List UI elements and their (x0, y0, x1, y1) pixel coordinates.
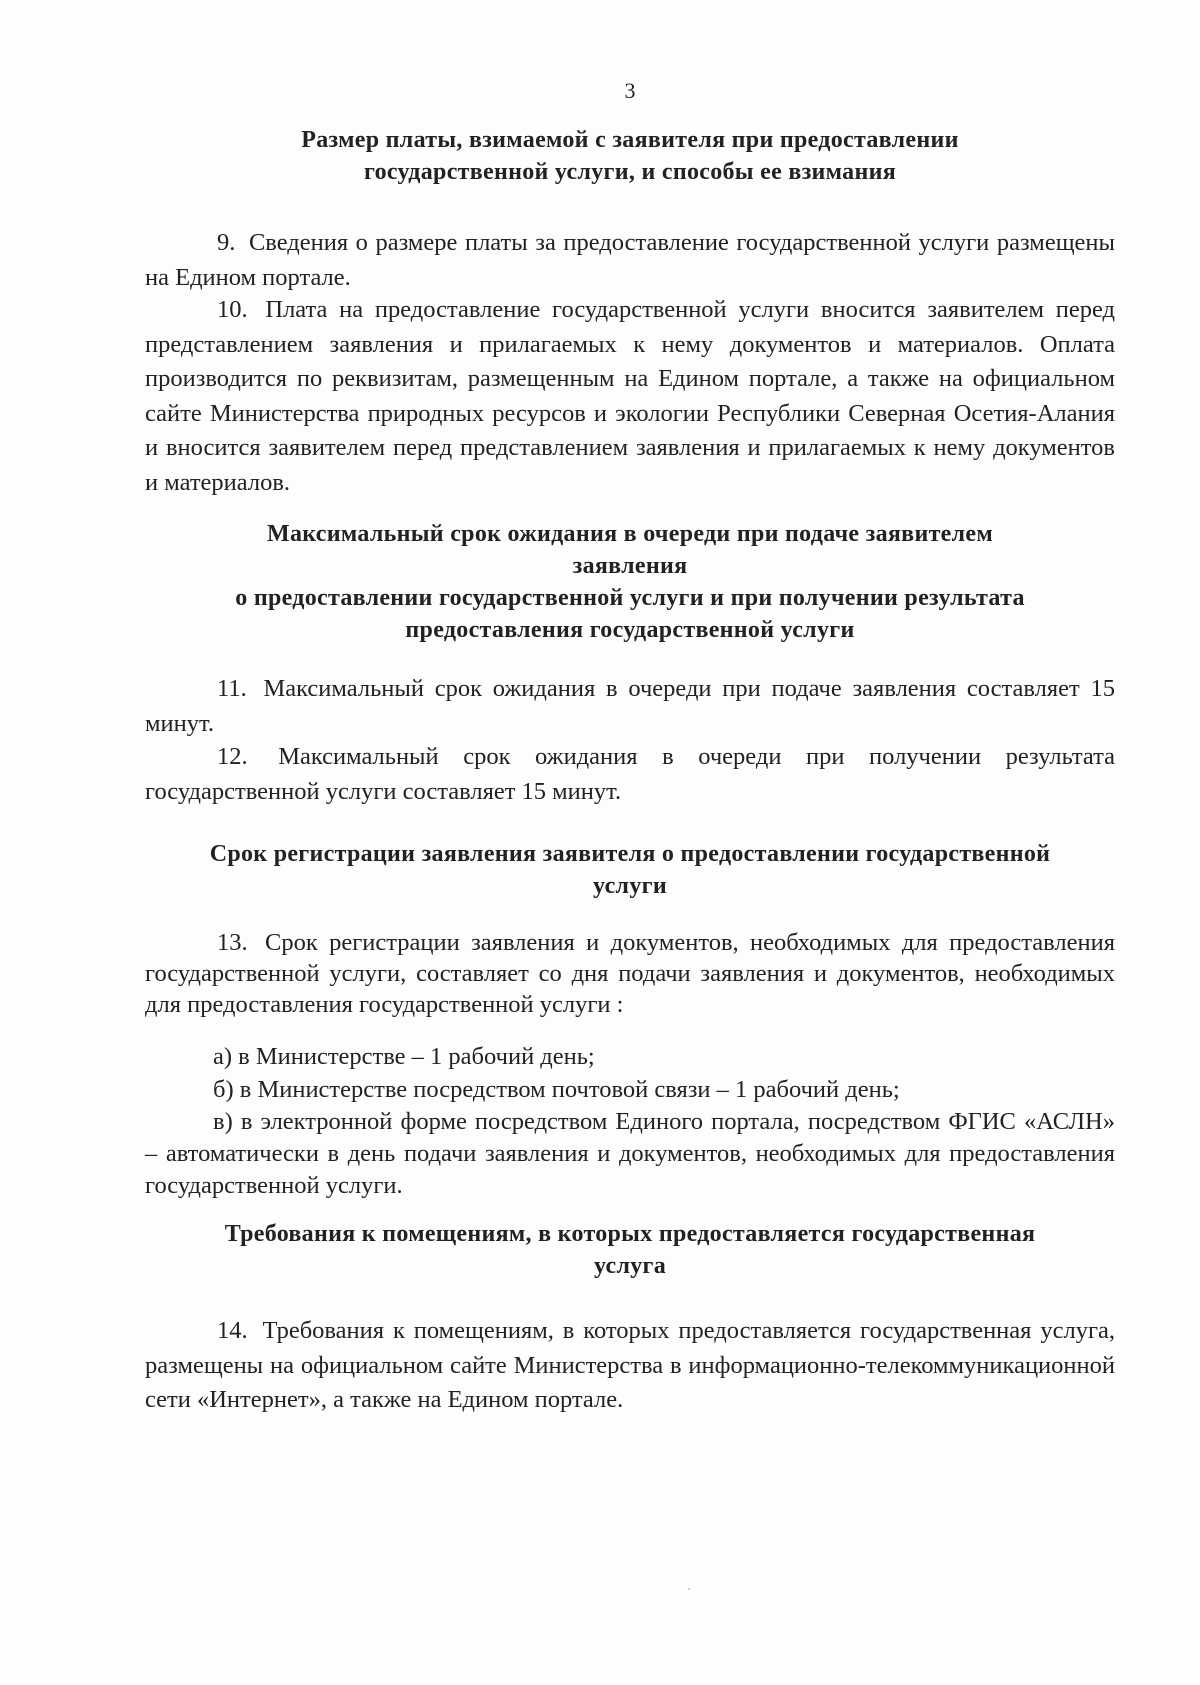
paragraph-number: 10. (217, 296, 248, 323)
page-number: 3 (624, 78, 636, 103)
list-item-c (145, 1106, 1115, 1202)
paragraph-11 (145, 672, 1115, 741)
heading-line: Максимальный срок ожидания в очереди при подаче заявителем (267, 521, 993, 547)
list-item-text: б) в Министерстве посредством почтовой связи – 1 рабочий день; (213, 1076, 900, 1103)
heading-line: Размер платы, взимаемой с заявителя при предоставлении (301, 127, 959, 153)
section-heading-registration (140, 838, 1120, 902)
paragraph-text: Сведения о размере платы за предоставление государственной услуги размещены на Едином портале. (145, 229, 1116, 291)
paragraph-number: 12. (217, 743, 248, 770)
heading-line: Срок регистрации заявления заявителя о предоставлении государственной (209, 841, 1051, 867)
paragraph-text: Максимальный срок ожидания в очереди при получении результата государственной услуги составляет 15 минут. (145, 743, 1115, 805)
section-heading-queue (140, 518, 1120, 646)
paragraph-13 (145, 927, 1115, 1020)
heading-line: государственной услуги, и способы ее взимания (363, 159, 897, 185)
paragraph-text: Максимальный срок ожидания в очереди при подаче заявления составляет 15 минут. (145, 675, 1115, 737)
heading-line: услуга (593, 1253, 667, 1279)
paragraph-14 (145, 1314, 1115, 1418)
paragraph-text: Требования к помещениям, в которых предоставляется государственная услуга, размещены на официальном сайте Министерства в информационно-телекоммуникационной сети «Интернет», а также на Едином портале. (145, 1317, 1115, 1413)
paragraph-12 (145, 740, 1115, 809)
paragraph-9 (145, 226, 1115, 295)
paragraph-number: 11. (217, 675, 247, 702)
heading-line: услуги (593, 873, 667, 899)
paragraph-text: Срок регистрации заявления и документов, необходимых для предоставления государственной услуги, составляет со дня подачи заявления и документов, необходимых для предоставления государственной услуги : (145, 929, 1115, 1018)
paragraph-text: Плата на предоставление государственной услуги вносится заявителем перед представлением заявления и прилагаемых к нему документов и материалов. Оплата производится по реквизитам, размещенным на Едином портале, а также на официальном сайте Министерства природных ресурсов и экологии Республики Северная Осетия-Алания и вносится заявителем перед представлением заявления и прилагаемых к нему документов и материалов. (145, 296, 1115, 496)
heading-line: предоставления государственной услуги (405, 617, 855, 643)
heading-line: о предоставлении государственной услуги и при получении результата (235, 585, 1025, 611)
scan-speck (688, 1588, 690, 1590)
section-heading-premises (140, 1218, 1120, 1282)
heading-line: заявления (572, 553, 688, 579)
paragraph-number: 14. (217, 1317, 248, 1344)
list-item-text: а) в Министерстве – 1 рабочий день; (213, 1043, 595, 1070)
list-item-a (145, 1040, 1115, 1075)
list-item-text: в) в электронной форме посредством Единого портала, посредством ФГИС «АСЛН» – автоматически в день подачи заявления и документов, необходимых для предоставления государственной услуги. (145, 1108, 1115, 1199)
section-heading-fee (140, 124, 1120, 188)
paragraph-number: 9. (217, 229, 236, 256)
paragraph-10 (145, 293, 1115, 500)
heading-line: Требования к помещениям, в которых предоставляется государственная (224, 1221, 1036, 1247)
list-item-b (145, 1073, 1115, 1108)
paragraph-number: 13. (217, 929, 248, 956)
